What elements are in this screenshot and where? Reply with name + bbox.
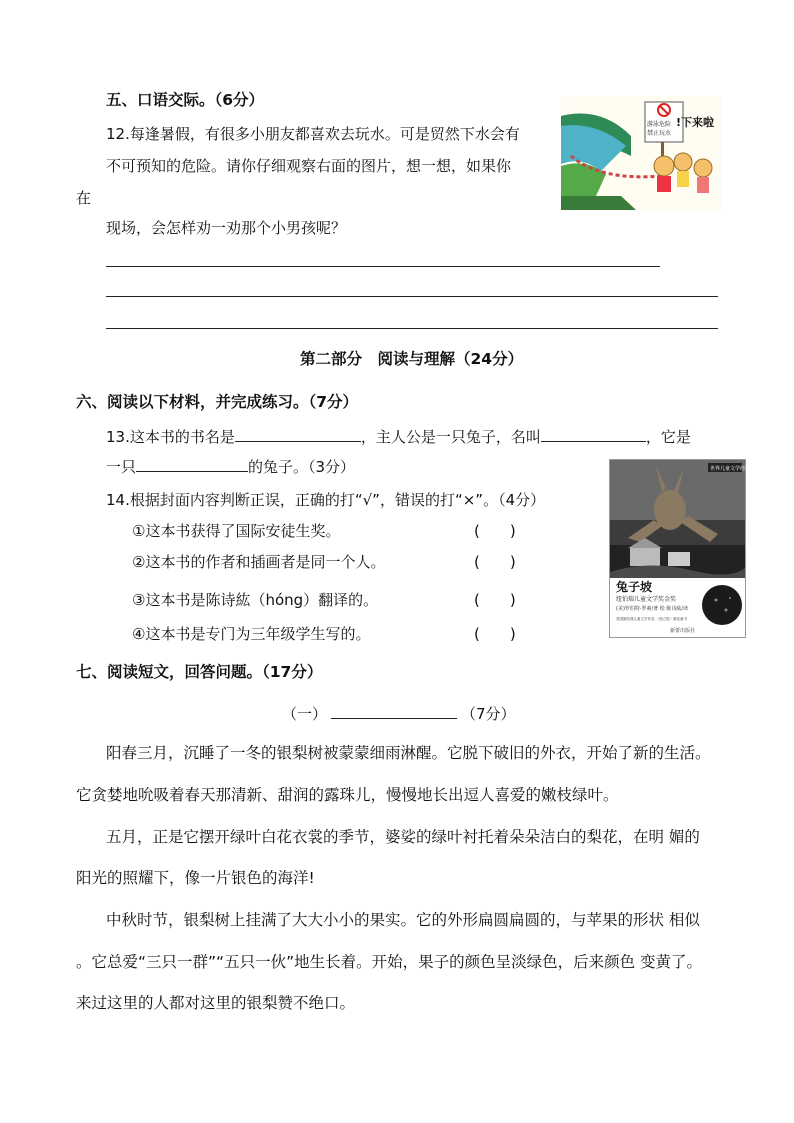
sign-text-1: 游泳危险 [647, 121, 672, 128]
cover-badge: 世界儿童文学经典 [710, 466, 751, 472]
cover-title: 兔子坡 [616, 580, 653, 594]
q14-prompt: 14.根据封面内容判断正误，正确的打“√”，错误的打“×”。（4分） [106, 491, 546, 509]
judge-answer-4[interactable]: ( ) [474, 625, 516, 643]
q12-line1: 12.每逢暑假，有很多小朋友都喜欢去玩水。可是贸然下水会有 [106, 125, 520, 143]
book-cover [609, 459, 751, 638]
q13-text-a: 13.这本书的书名是 [106, 428, 235, 446]
passage-number: （一） [282, 705, 328, 723]
answer-line-2[interactable] [106, 296, 718, 297]
judge-item-2: ②这本书的作者和插画者是同一个人。 [132, 553, 386, 571]
passage-title-blank[interactable] [331, 704, 457, 719]
pool-illustration [561, 96, 722, 210]
rabbit-name-blank[interactable] [541, 427, 646, 442]
cover-note: 美国最经典儿童文学作品 《独立报》最佳童书 [616, 617, 688, 621]
judge-answer-1[interactable]: ( ) [474, 522, 516, 540]
q13-text-d: 一只 [106, 458, 137, 476]
passage-p3-line3: 来过这里的人都对这里的银梨赞不绝口。 [76, 994, 356, 1012]
pool-scene-icon [561, 96, 722, 210]
q12-line3: 在 [76, 189, 92, 207]
rabbit-trait-blank[interactable] [136, 457, 248, 472]
section7-heading: 七、阅读短文，回答问题。（17分） [76, 663, 323, 681]
passage-p2-line1: 五月，正是它摆开绿叶白花衣裳的季节，婆娑的绿叶衬托着朵朵洁白的梨花，在明 媚的 [106, 828, 700, 846]
passage-p1-line1: 阳春三月，沉睡了一冬的银梨树被蒙蒙细雨淋醒。它脱下破旧的外衣，开始了新的生活。 [106, 744, 711, 762]
cover-publisher: 新蕾出版社 [670, 628, 696, 634]
shout-text: !下来啦 [676, 116, 715, 129]
passage-p2-line2: 阳光的照耀下，像一片银色的海洋! [76, 869, 315, 887]
passage-p3-line2: 。它总爱“三只一群”“五只一伙”地生长着。开始，果子的颜色呈淡绿色，后来颜色 变黄了。 [76, 953, 703, 971]
q13-line2 [106, 456, 355, 477]
cover-credits: (美)罗伯特·罗素/著 绘 陈诗紘/译 [616, 606, 689, 612]
book-title-blank[interactable] [235, 427, 361, 442]
book-cover-art-icon [610, 460, 751, 637]
passage-p1-line2: 它贪婪地吮吸着春天那清新、甜润的露珠儿，慢慢地长出逗人喜爱的嫩枝绿叶。 [76, 786, 619, 804]
section5-heading: 五、口语交际。（6分） [106, 91, 265, 109]
passage-p3-line1: 中秋时节，银梨树上挂满了大大小小的果实。它的外形扁圆扁圆的，与苹果的形状 相似 [106, 911, 700, 929]
answer-line-3[interactable] [106, 328, 718, 329]
passage-subheading [282, 703, 516, 724]
q13-text-b: ，主人公是一只兔子，名叫 [360, 428, 541, 446]
judge-item-4: ④这本书是专门为三年级学生写的。 [132, 625, 371, 643]
section6-heading: 六、阅读以下材料，并完成练习。（7分） [76, 393, 359, 411]
judge-item-1: ①这本书获得了国际安徒生奖。 [132, 522, 341, 540]
judge-answer-2[interactable]: ( ) [474, 553, 516, 571]
judge-item-3: ③这本书是陈诗紘（hóng）翻译的。 [132, 591, 379, 609]
judge-answer-3[interactable]: ( ) [474, 591, 516, 609]
q13-text-e: 的兔子。（3分） [248, 458, 356, 476]
q12-line4: 现场，会怎样劝一劝那个小男孩呢？ [106, 219, 347, 237]
sign-text-2: 禁止玩水 [647, 130, 672, 137]
part2-title: 第二部分 阅读与理解（24分） [300, 350, 524, 368]
q12-line2: 不可预知的危险。请你仔细观察右面的图片，想一想，如果你 [106, 157, 512, 175]
cover-subtitle: 纽伯瑞儿童文学奖金奖 [616, 596, 677, 603]
q13-line1 [106, 426, 691, 447]
q13-text-c: ，它是 [645, 428, 691, 446]
answer-line-1[interactable] [106, 266, 660, 267]
passage-points: （7分） [461, 705, 516, 723]
